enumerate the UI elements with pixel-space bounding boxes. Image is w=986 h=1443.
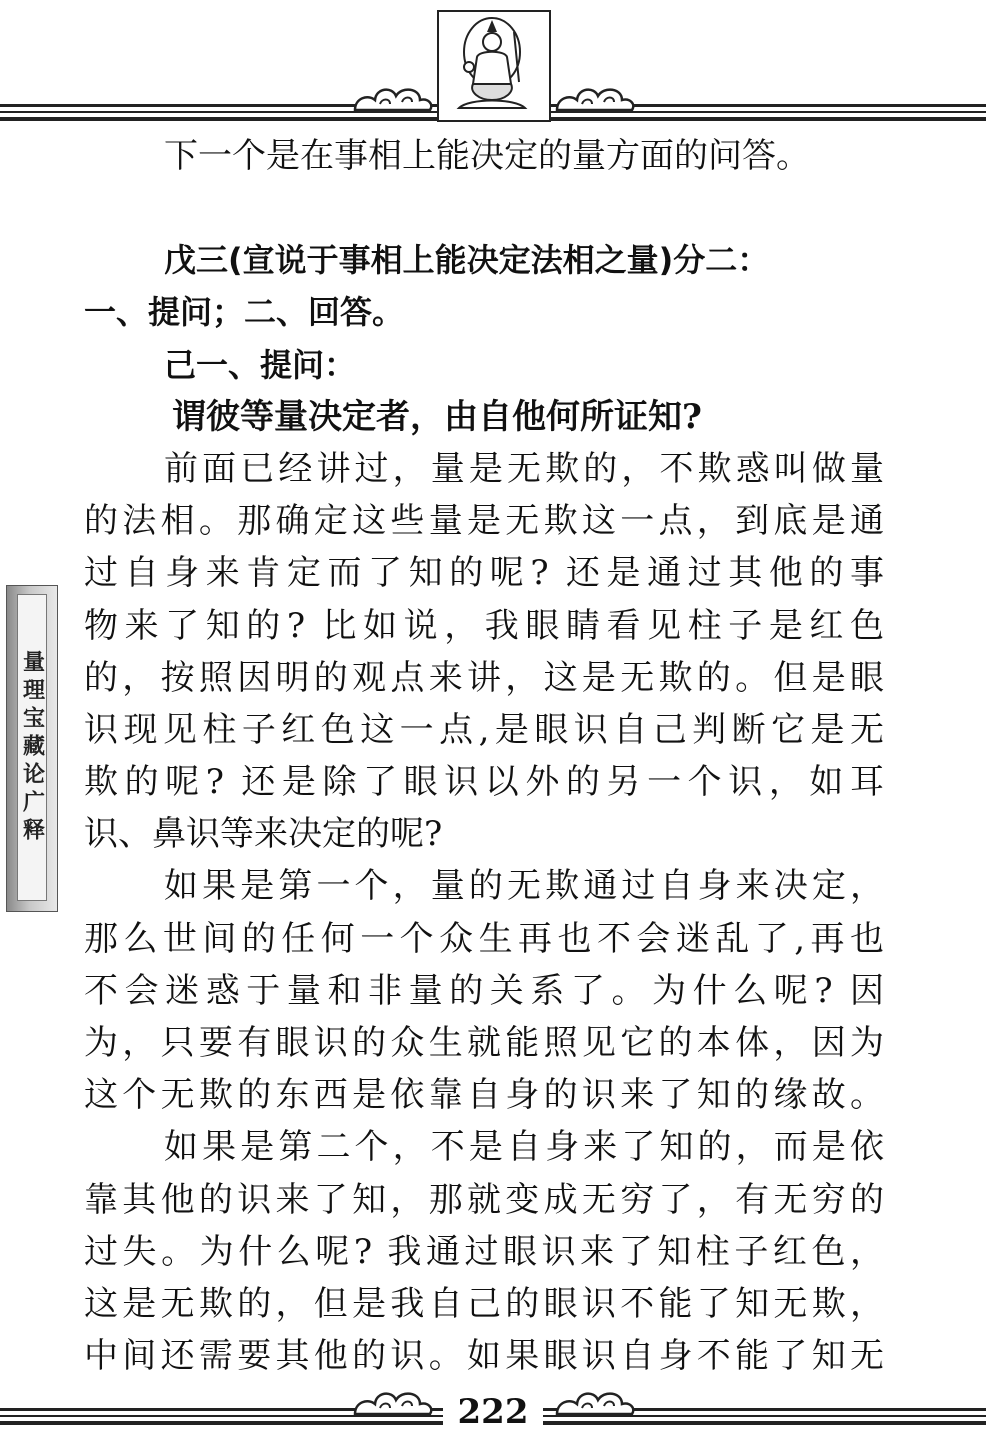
paragraph-line: 过失。为什么呢? 我通过眼识来了知柱子红色， <box>84 1231 884 1272</box>
paragraph-line: 欺的呢? 还是除了眼识以外的另一个识，如耳 <box>84 762 884 803</box>
paragraph-line: 识现见柱子红色这一点,是眼识自己判断它是无 <box>84 709 884 750</box>
deity-frame <box>437 10 551 122</box>
paragraph-line: 物来了知的? 比如说，我眼睛看见柱子是红色 <box>84 605 884 646</box>
deity-icon <box>439 12 545 116</box>
paragraph-line: 这个无欺的东西是依靠自身的识来了知的缘故。 <box>84 1075 884 1116</box>
paragraph-line: 不会迷惑于量和非量的关系了。为什么呢? 因 <box>84 970 884 1011</box>
paragraph-line: 这是无欺的，但是我自己的眼识不能了知无欺， <box>84 1283 884 1324</box>
intro-line: 下一个是在事相上能决定的量方面的问答。 <box>164 136 810 176</box>
paragraph-line: 的法相。那确定这些量是无欺这一点，到底是通 <box>84 501 884 542</box>
root-verse: 谓彼等量决定者，由自他何所证知? <box>172 396 702 437</box>
paragraph-line: 如果是第一个，量的无欺通过自身来决定， <box>164 866 884 907</box>
paragraph-line: 的，按照因明的观点来讲，这是无欺的。但是眼 <box>84 657 884 698</box>
paragraph-line: 那么世间的任何一个众生再也不会迷乱了,再也 <box>84 918 884 959</box>
paragraph-line: 中间还需要其他的识。如果眼识自身不能了知无 <box>84 1336 884 1377</box>
section-heading-line1: 戊三(宣说于事相上能决定法相之量)分二： <box>164 241 770 280</box>
cloud-left-icon <box>350 80 435 116</box>
paragraph-line: 靠其他的识来了知，那就变成无穷了，有无穷的 <box>84 1179 884 1220</box>
paragraph-2 <box>84 860 884 1121</box>
subsection-heading: 己一、提问： <box>164 345 357 384</box>
paragraph-line: 识、鼻识等来决定的呢? <box>84 814 443 855</box>
section-heading-line2: 一、提问；二、回答。 <box>84 293 405 332</box>
paragraph-line: 如果是第二个，不是自身来了知的，而是依 <box>164 1127 884 1168</box>
paragraph-line: 为，只要有眼识的众生就能照见它的本体，因为 <box>84 1023 884 1063</box>
side-tab-inner <box>17 594 47 901</box>
cloud-left-icon <box>350 1384 435 1420</box>
page-number: 222 <box>443 1392 543 1432</box>
paragraph-line: 过自身来肯定而了知的呢? 还是通过其他的事 <box>84 553 884 594</box>
main-content <box>84 130 884 1382</box>
paragraph-3 <box>84 1121 884 1382</box>
paragraph-1 <box>84 443 884 861</box>
side-tab <box>6 585 58 912</box>
paragraph-line: 前面已经讲过，量是无欺的，不欺惑叫做量 <box>164 448 884 489</box>
cloud-right-icon <box>552 1384 637 1420</box>
cloud-right-icon <box>552 80 637 116</box>
spacer <box>84 182 884 234</box>
book-title-vertical: 量理宝藏论广释 <box>19 649 45 846</box>
